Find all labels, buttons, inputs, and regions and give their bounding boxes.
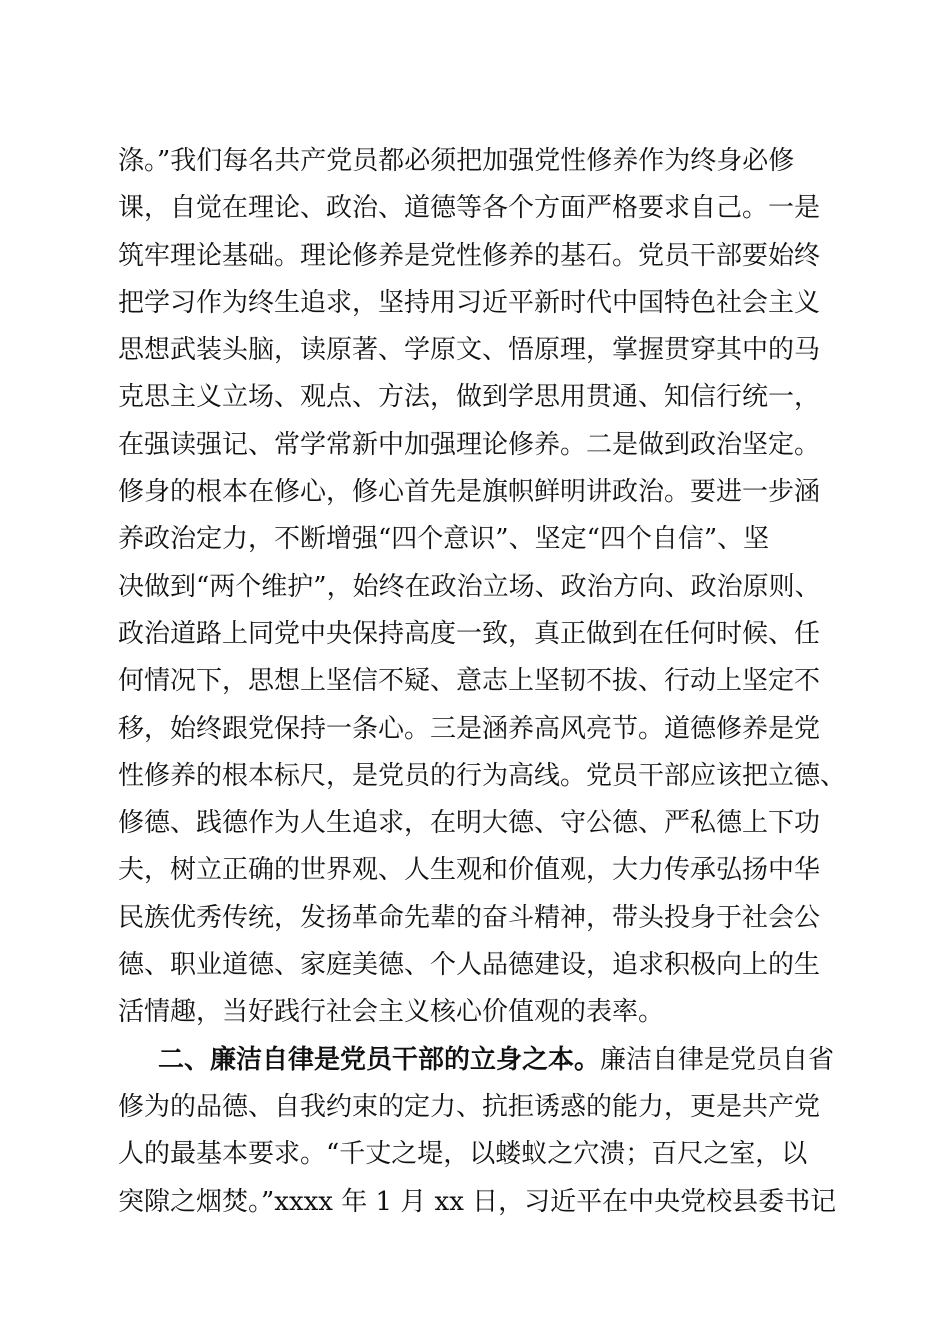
text-line: 修为的品德、自我约束的定力、抗拒诱惑的能力，更是共产党 (118, 1091, 821, 1122)
text-line: 决做到“两个维护”，始终在政治立场、政治方向、政治原则、 (118, 571, 821, 602)
text-line: 移，始终跟党保持一条心。三是涵养高风亮节。道德修养是党 (118, 713, 821, 744)
document-body (118, 138, 858, 1226)
section-heading: 二、廉洁自律是党员干部的立身之本。 (158, 1044, 601, 1075)
text-line: 把学习作为终生追求，坚持用习近平新时代中国特色社会主义 (118, 287, 821, 318)
text-line: 养政治定力，不断增强“四个意识”、坚定“四个自信”、坚 (118, 524, 770, 555)
text-line: 克思主义立场、观点、方法，做到学思用贯通、知信行统一， (118, 382, 821, 413)
text-line: 民族优秀传统，发扬革命先辈的奋斗精神，带头投身于社会公 (118, 902, 821, 933)
text-line: 何情况下，思想上坚信不疑、意志上坚韧不拔、行动上坚定不 (118, 666, 821, 697)
text-line: 涤。”我们每名共产党员都必须把加强党性修养作为终身必修 (118, 146, 795, 176)
text-line: 夫，树立正确的世界观、人生观和价值观，大力传承弘扬中华 (118, 855, 821, 886)
text-span: 廉洁自律是党员自省 (600, 1044, 835, 1075)
text-line: 突隙之烟焚。”xxxx 年 1 月 xx 日，习近平在中央党校县委书记 (118, 1186, 837, 1217)
text-line: 课，自觉在理论、政治、道德等各个方面严格要求自己。一是 (118, 193, 821, 224)
text-line: 在强读强记、常学常新中加强理论修养。二是做到政治坚定。 (118, 429, 821, 460)
text-line: 修德、践德作为人生追求，在明大德、守公德、严私德上下功 (118, 808, 821, 839)
text-line: 活情趣，当好践行社会主义核心价值观的表率。 (118, 997, 665, 1028)
text-line: 筑牢理论基础。理论修养是党性修养的基石。党员干部要始终 (118, 240, 821, 271)
text-line: 修身的根本在修心，修心首先是旗帜鲜明讲政治。要进一步涵 (118, 477, 821, 508)
text-line: 政治道路上同党中央保持高度一致，真正做到在任何时候、任 (118, 618, 821, 649)
text-line: 思想武装头脑，读原著、学原文、悟原理，掌握贯穿其中的马 (118, 335, 821, 366)
paragraph-first-line (118, 1037, 858, 1084)
text-line: 人的最基本要求。“千丈之堤，以蝼蚁之穴溃；百尺之室，以 (118, 1139, 808, 1170)
text-line: 性修养的根本标尺，是党员的行为高线。党员干部应该把立德、 (118, 760, 847, 791)
text-line: 德、职业道德、家庭美德、个人品德建设，追求积极向上的生 (118, 950, 821, 981)
